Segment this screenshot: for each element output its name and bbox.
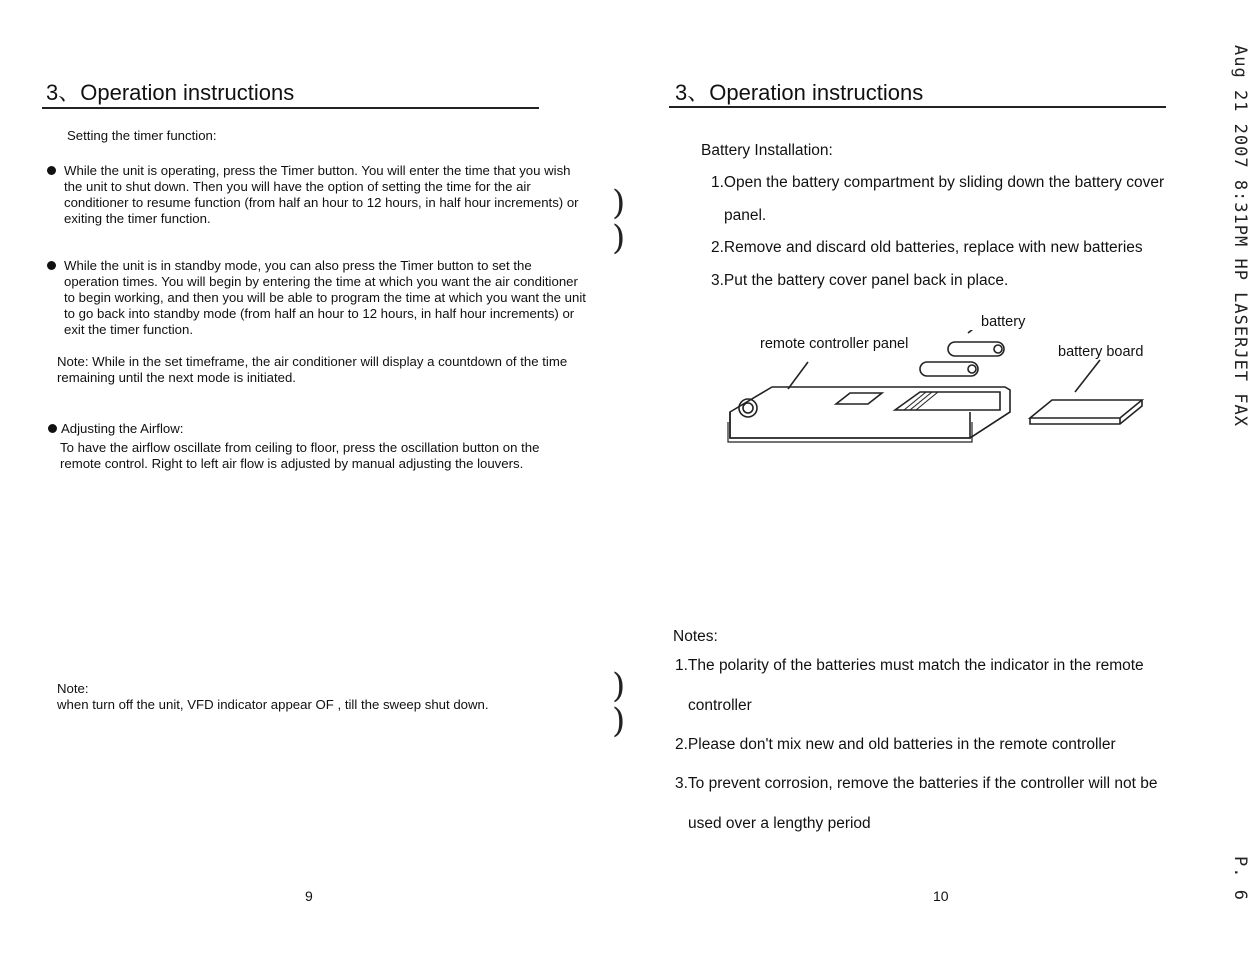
- binding-mark: ): [612, 218, 626, 258]
- airflow-text: To have the airflow oscillate from ceiling to floor, press the oscillation button on the remote control. Right to left air flow is adjusted by manual adjusting the louvers.: [60, 440, 540, 471]
- binding-mark: ): [612, 183, 626, 223]
- label-battery: battery: [981, 314, 1026, 330]
- vfd-note-text: when turn off the unit, VFD indicator appear OF , till the sweep shut down.: [57, 697, 489, 712]
- note-1: 1.The polarity of the batteries must match the indicator in the remote: [675, 657, 1144, 674]
- battery-step-1-cont: panel.: [724, 207, 767, 224]
- binding-mark: ): [612, 666, 626, 706]
- page-number-left: 9: [305, 888, 313, 904]
- remote-controller-diagram: [720, 330, 1160, 455]
- bullet-dot: [47, 166, 56, 175]
- remote-body-top: [730, 387, 1010, 438]
- timer-note: Note: While in the set timeframe, the air conditioner will display a countdown of the time remaining until the next mode is initiated.: [57, 354, 568, 385]
- battery-installation-title: Battery Installation:: [701, 142, 833, 159]
- battery-leader-line: [968, 330, 982, 333]
- timer-bullet-2: While the unit is in standby mode, you can also press the Timer button to set the operation times. You will begin by entering the time at which you want the air conditioner to begin working, and then you will be able to program the time at which you want the unit to go back into standby mode (from half an hour to 12 hours, in half hour increments) or exit the timer function.: [64, 258, 586, 337]
- right-page-heading: 3、Operation instructions: [675, 80, 924, 105]
- bullet-dot: [48, 424, 57, 433]
- timer-bullet-1: While the unit is operating, press the Timer button. You will enter the time that you wish the unit to shut down. Then you will have the option of setting the time for the air conditioner to resume function (from half an hour to 12 hours, in half hour increments) or exiting the timer function.: [64, 163, 579, 226]
- fax-page-number: P. 6: [1230, 856, 1250, 901]
- battery-board: [1030, 400, 1142, 418]
- display-window: [836, 393, 882, 404]
- label-battery-board: battery board: [1058, 344, 1144, 360]
- note-2: 2.Please don't mix new and old batteries in the remote controller: [675, 736, 1116, 753]
- board-leader-line: [1075, 360, 1100, 392]
- binding-mark: ): [612, 701, 626, 741]
- fax-header-text: Aug 21 2007 8:31PM HP LASERJET FAX: [1230, 45, 1250, 427]
- left-heading-rule: [42, 107, 539, 109]
- panel-leader-line: [788, 362, 808, 389]
- note-3-cont: used over a lengthy period: [688, 815, 871, 832]
- timer-section-title: Setting the timer function:: [67, 128, 217, 143]
- label-remote-controller-panel: remote controller panel: [760, 336, 909, 352]
- airflow-title: Adjusting the Airflow:: [61, 421, 184, 436]
- left-page-heading: 3、Operation instructions: [46, 80, 295, 105]
- note-1-cont: controller: [688, 697, 752, 714]
- battery-cell-2: [920, 362, 978, 376]
- battery-step-2: 2.Remove and discard old batteries, replace with new batteries: [711, 239, 1143, 256]
- page-number-right: 10: [933, 888, 949, 904]
- battery-step-3: 3.Put the battery cover panel back in place.: [711, 272, 1009, 289]
- vfd-note-label: Note:: [57, 681, 89, 696]
- battery-step-1: 1.Open the battery compartment by sliding down the battery cover: [711, 174, 1165, 191]
- battery-cell-1: [948, 342, 1004, 356]
- right-heading-rule: [669, 106, 1166, 108]
- bullet-dot: [47, 261, 56, 270]
- notes-title: Notes:: [673, 628, 718, 645]
- note-3: 3.To prevent corrosion, remove the batteries if the controller will not be: [675, 775, 1158, 792]
- battery-compartment: [895, 392, 1000, 410]
